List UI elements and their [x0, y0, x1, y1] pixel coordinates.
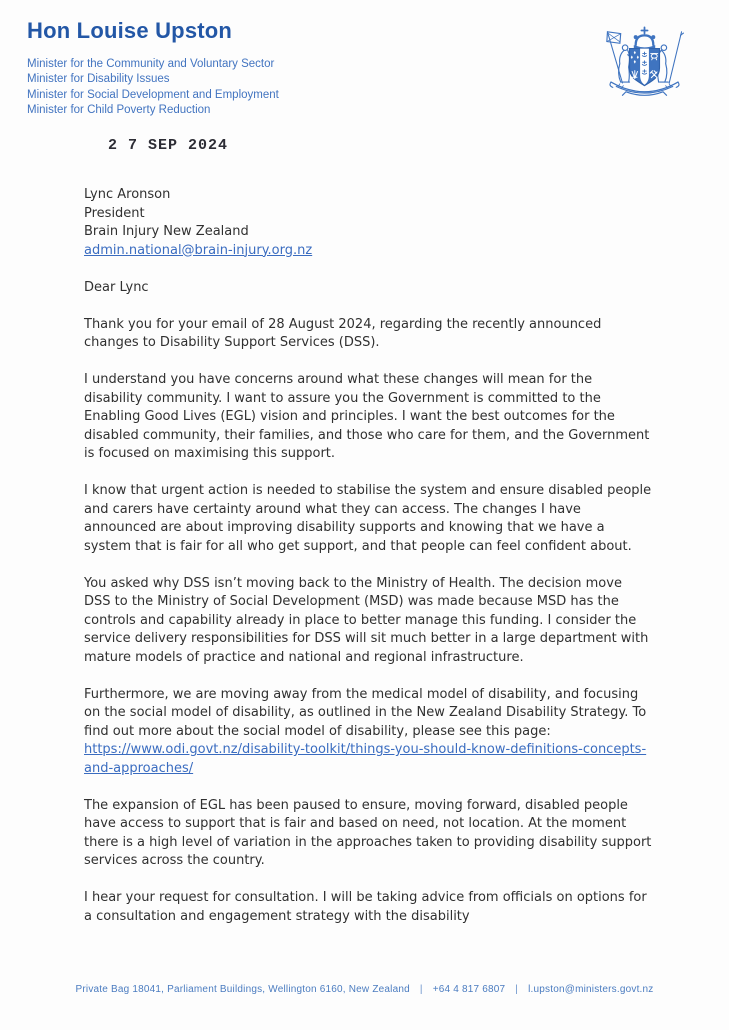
recipient-email-link[interactable]: admin.national@brain-injury.org.nz — [84, 242, 313, 258]
paragraph-text: You asked why DSS isn’t moving back to the Ministry of Health. The decision move DSS to the Ministry of Social Development (MSD) was made because MSD has the controls and capability already in place to better manage this funding. I consider the service delivery responsibilities for DSS will sit much better in a large department with mature models of practice and national and regional infrastructure. — [84, 575, 649, 665]
footer-separator: | — [515, 984, 519, 995]
letter-paragraph — [84, 797, 652, 871]
paragraph-text: I hear your request for consultation. I will be taking advice from officials on options for a consultation and engagement strategy with the disability — [84, 890, 647, 924]
paragraph-text: Furthermore, we are moving away from the medical model of disability, and focusing on the social model of disability, as outlined in the New Zealand Disability Strategy. To find out more about the social model of disability, please see this page: — [84, 686, 647, 739]
salutation: Dear Lync — [84, 279, 149, 295]
recipient-name: Lync Aronson — [84, 187, 171, 202]
footer-separator: | — [419, 984, 423, 995]
footer-email: l.upston@ministers.govt.nz — [528, 984, 654, 995]
minister-title-line: Minister for Child Poverty Reduction — [27, 104, 211, 117]
letter-paragraph — [84, 575, 652, 668]
letterhead — [27, 18, 279, 119]
body-link[interactable]: https://www.odi.govt.nz/disability-toolkit/things-you-should-know-definitions-concepts-and-approaches/ — [84, 742, 647, 776]
paragraph-text: Thank you for your email of 28 August 2024, regarding the recently announced changes to Disability Support Services (DSS). — [84, 316, 602, 350]
minister-title-line: Minister for the Community and Voluntary Sector — [27, 58, 275, 70]
paragraph-text: I understand you have concerns around what these changes will mean for the disability community. I want to assure you the Government is committed to the Enabling Good Lives (EGL) vision and principles. I want the best outcomes for the disabled community, their families, and those who care for them, and the Government is focused on maximising this support. — [84, 372, 650, 461]
nz-coat-of-arms-icon — [596, 24, 693, 119]
minister-title-line: Minister for Disability Issues — [27, 73, 170, 86]
recipient-role: President — [84, 205, 145, 221]
minister-name: Hon Louise Upston — [27, 18, 233, 43]
minister-titles — [27, 57, 279, 119]
minister-title-line: Minister for Social Development and Employment — [27, 88, 279, 101]
letter-paragraph — [84, 316, 652, 353]
footer-address: Private Bag 18041, Parliament Buildings, Wellington 6160, New Zealand — [75, 984, 410, 995]
date-stamp: 2 7 SEP 2024 — [108, 137, 229, 154]
letter-paragraph — [84, 889, 652, 926]
letterhead-footer — [0, 984, 729, 995]
letter-paragraph — [84, 686, 652, 779]
recipient-block — [84, 186, 652, 260]
paragraph-text: The expansion of EGL has been paused to ensure, moving forward, disabled people have access to support that is fair and based on need, not location. At the moment there is a high level of variation in the approaches taken to providing disability support services across the country. — [84, 797, 652, 868]
letter-body — [84, 316, 652, 927]
footer-phone: +64 4 817 6807 — [432, 984, 506, 995]
recipient-organisation: Brain Injury New Zealand — [84, 224, 249, 239]
letter-content — [84, 186, 652, 926]
paragraph-text: I know that urgent action is needed to stabilise the system and ensure disabled people and carers have certainty around what they can access. The changes I have announced are about improving disability supports and knowing that we have a system that is fair for all who get support, and that people can feel confident about. — [84, 483, 652, 554]
letter-paragraph — [84, 371, 652, 464]
letter-paragraph — [84, 482, 652, 556]
